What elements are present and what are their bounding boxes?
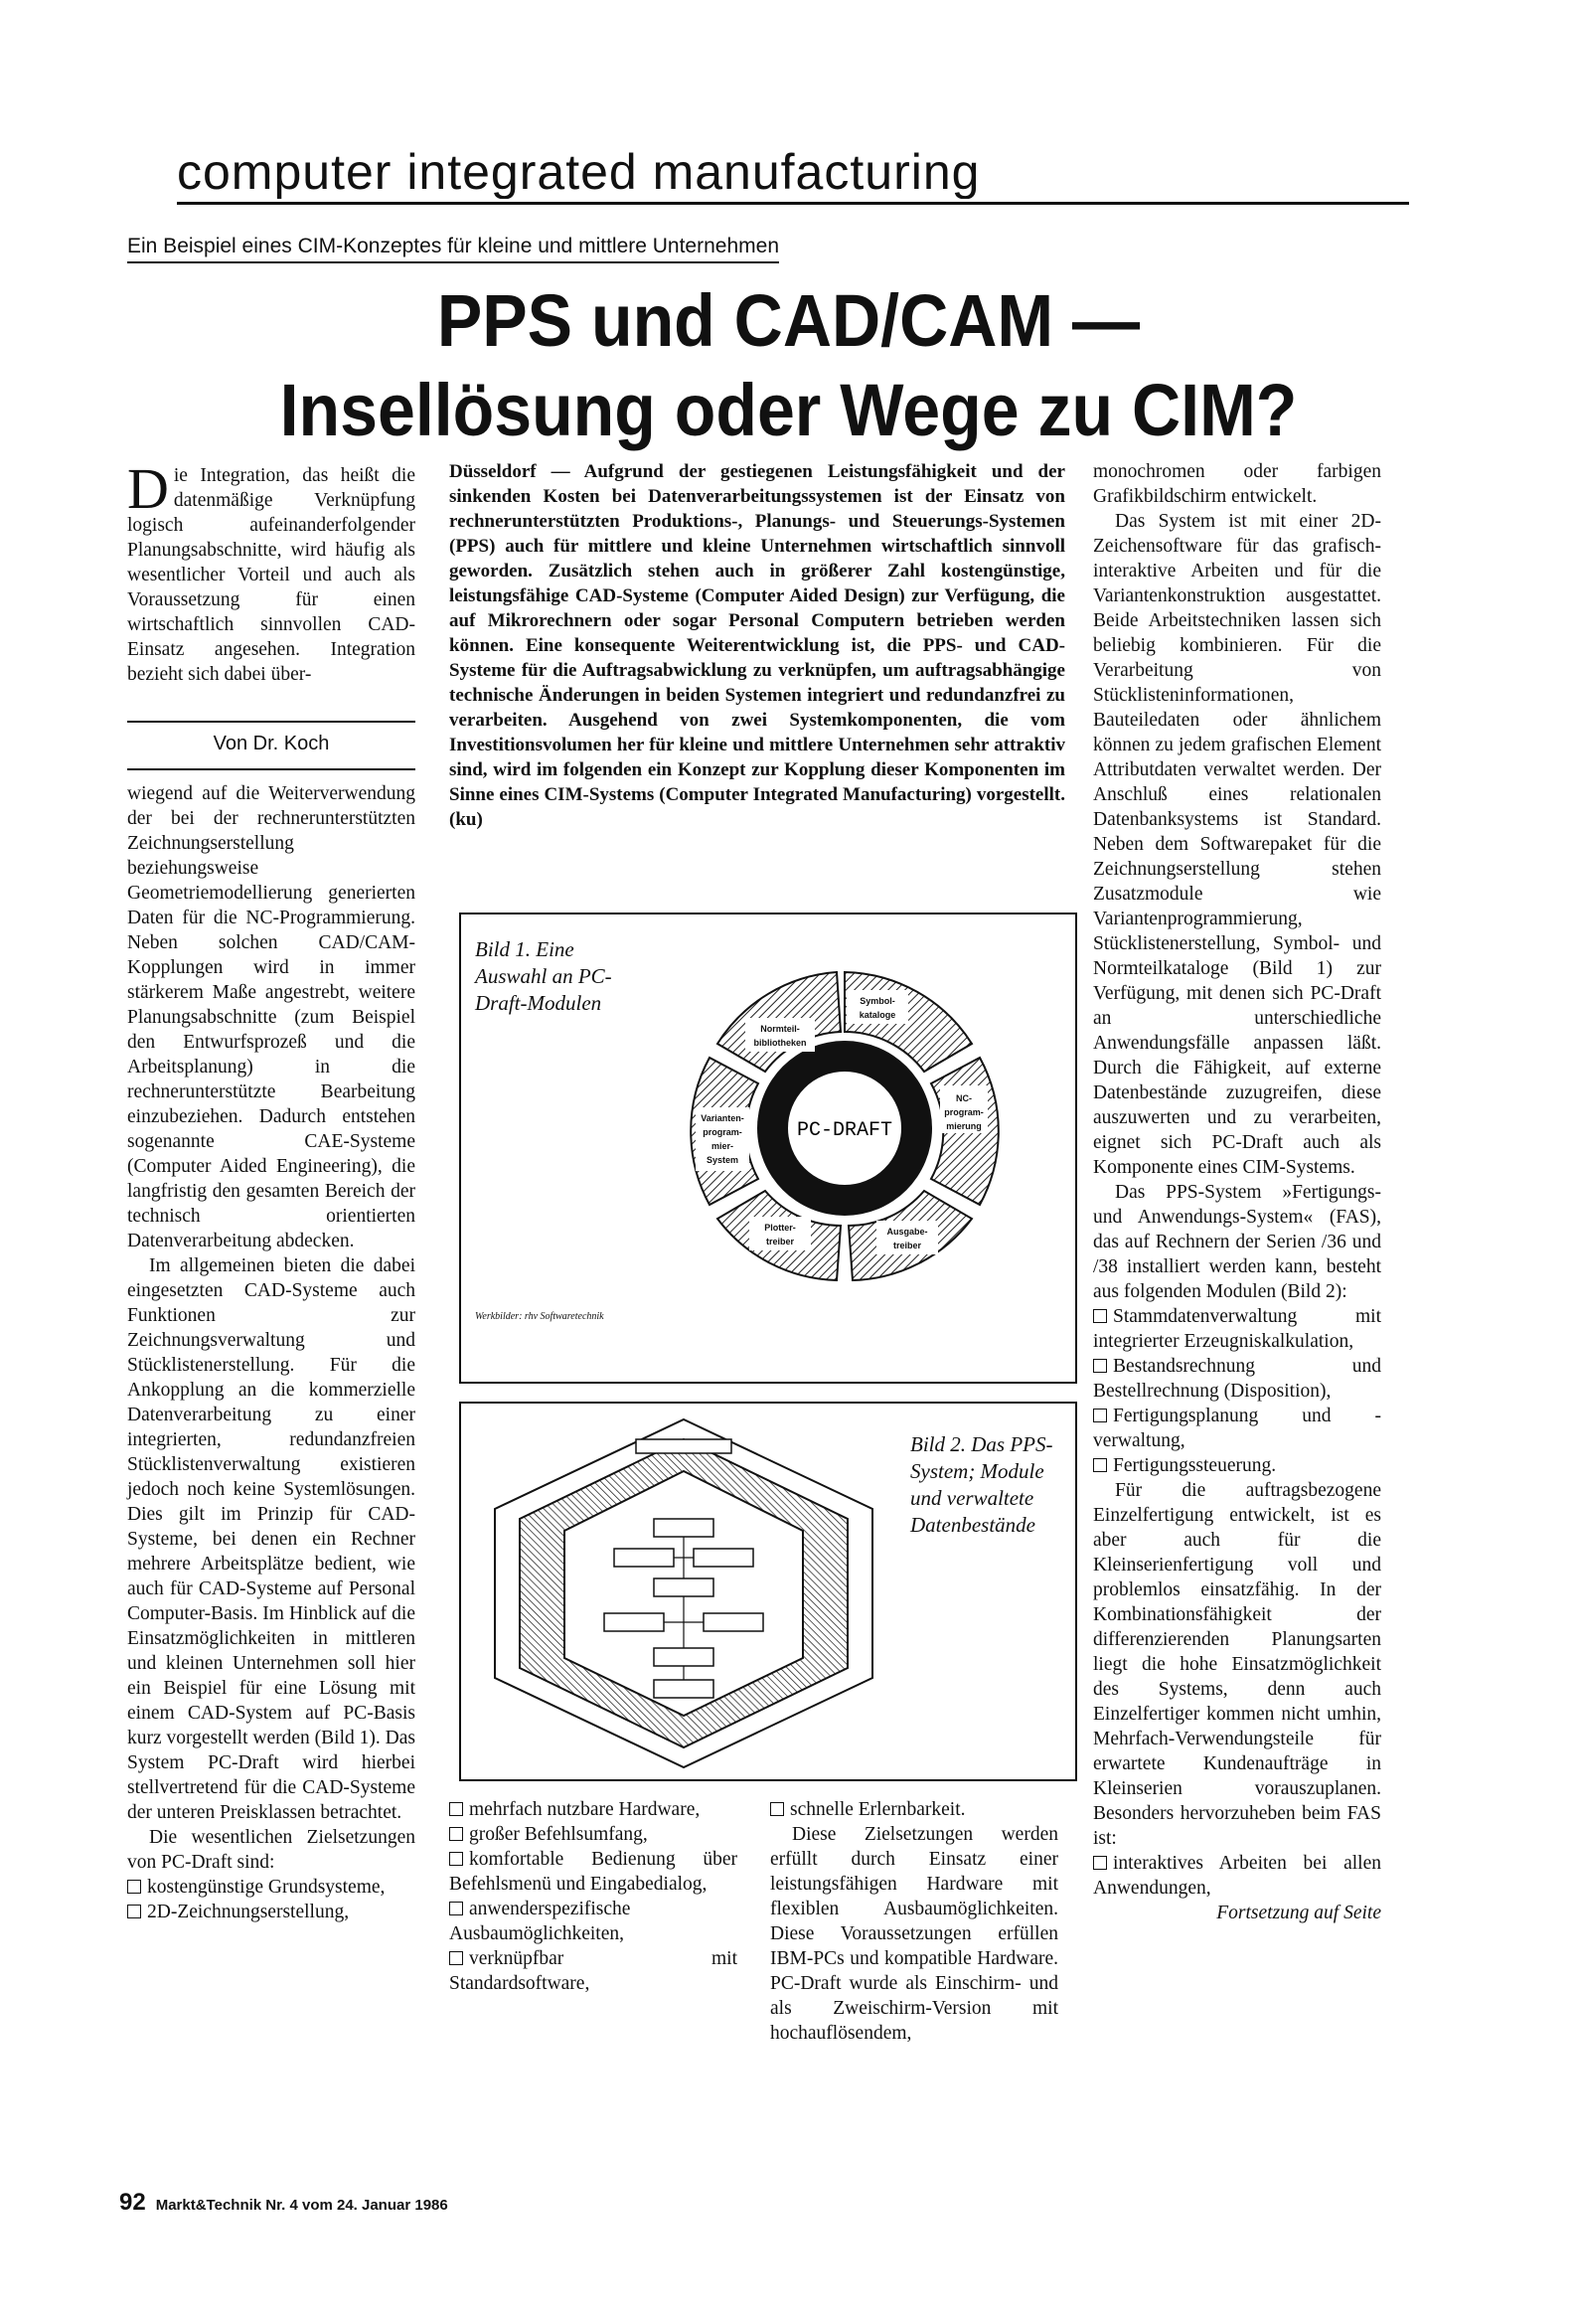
list-item: Bestandsrechnung und Bestellrechnung (Disposition), xyxy=(1093,1356,1381,1402)
checkbox-icon xyxy=(1093,1359,1107,1373)
checkbox-icon xyxy=(770,1802,784,1816)
byline-rule-top xyxy=(127,721,415,723)
segment-label-nc: NC- xyxy=(956,1093,972,1103)
figure2-caption: Bild 2. Das PPS-System; Module und verwaltete Datenbestände xyxy=(910,1432,1053,1537)
checkbox-icon xyxy=(449,1802,463,1816)
checkbox-icon xyxy=(1093,1458,1107,1472)
segment-label-symbol: Symbol- xyxy=(860,996,895,1006)
list-item: interaktives Arbeiten bei allen Anwendungen, xyxy=(1093,1853,1381,1899)
byline: Von Dr. Koch xyxy=(213,733,330,754)
list-item: schnelle Erlernbarkeit. xyxy=(770,1797,1058,1822)
svg-text:treiber: treiber xyxy=(892,1241,922,1250)
page-number: 92 xyxy=(119,2189,146,2216)
masthead-rule xyxy=(177,202,1409,205)
column2-list xyxy=(449,1797,737,1996)
column2b-text xyxy=(770,1797,1058,2046)
checkbox-icon xyxy=(127,1905,141,1918)
col3-paragraph: Für die auftragsbezogene Einzelfertigung entwickelt, ist es aber auch für die Kleinserienfertigung voll und problemlos einsatzfähig. In der Kombinationsfähigkeit der differenzierenden Planungsarten liegt die hohe Einsatzmöglichkeit des Systems, denn auch Einzelfertiger kommen nicht umhin, Mehrfach-Verwendungsteile für erwartete Kundenaufträge in Kleinserien vorauszuplanen. Besonders hervorzuheben beim FAS ist: xyxy=(1093,1480,1381,1849)
dropcap: D xyxy=(127,456,169,521)
list-item: komfortable Bedienung über Befehlsmenü und Eingabedialog, xyxy=(449,1849,737,1895)
list-item: mehrfach nutzbare Hardware, xyxy=(449,1797,737,1822)
column1-body xyxy=(127,781,415,1924)
list-item: Stammdatenverwaltung mit integrierter Erzeugniskalkulation, xyxy=(1093,1306,1381,1352)
headline-line2: Insellösung oder Wege zu CIM? xyxy=(279,369,1298,451)
checkbox-icon xyxy=(449,1852,463,1866)
checkbox-icon xyxy=(1093,1309,1107,1323)
svg-text:kataloge: kataloge xyxy=(859,1010,896,1020)
list-item: Fertigungsplanung und -verwaltung, xyxy=(1093,1406,1381,1451)
intro-text: ie Integration, das heißt die datenmäßige Verknüpfung logisch aufeinanderfolgender Planungsabschnitte, wird häufig als wesentlicher Vorteil und auch als Voraussetzung für einen wirtschaftlich sinnvollen CAD-Einsatz angesehen. Integration bezieht sich dabei über- xyxy=(127,465,415,685)
checkbox-icon xyxy=(449,1827,463,1841)
list-item: 2D-Zeichnungserstellung, xyxy=(127,1900,415,1924)
publication-info: Markt&Technik Nr. 4 vom 24. Januar 1986 xyxy=(155,2197,448,2214)
col2b-paragraph: Diese Zielsetzungen werden erfüllt durch Einsatz einer leistungsfähigen Hardware mit flexiblen Ausbaumöglichkeiten. Diese Voraussetzungen erfüllen IBM-PCs und kompatible Hardware. PC-Draft wurde als Einschirm- und als Zweischirm-Version mit hochauflösendem, xyxy=(770,1824,1058,2044)
checkbox-icon xyxy=(1093,1856,1107,1870)
col3-paragraph: Das PPS-System »Fertigungs- und Anwendungs-System« (FAS), das auf Rechnern der Serien /36 und /38 installiert werden kann, besteht aus folgenden Modulen (Bild 2): xyxy=(1093,1182,1381,1302)
page-footer xyxy=(119,2189,448,2217)
svg-text:treiber: treiber xyxy=(765,1237,795,1246)
svg-text:bibliotheken: bibliotheken xyxy=(753,1038,807,1048)
list-item: anwenderspezifische Ausbaumöglichkeiten, xyxy=(449,1899,631,1944)
checkbox-icon xyxy=(449,1951,463,1965)
list-item: verknüpfbar mit Standardsoftware, xyxy=(449,1948,737,1994)
byline-rule-bottom xyxy=(127,768,415,770)
figure1-credit: Werkbilder: rhv Softwaretechnik xyxy=(475,1311,604,1322)
checkbox-icon xyxy=(449,1902,463,1915)
segment-label-varianten: Varianten- xyxy=(701,1113,744,1123)
list-item: Fertigungssteuerung. xyxy=(1093,1453,1381,1478)
svg-text:System: System xyxy=(706,1155,739,1165)
figure1-caption: Bild 1. Eine Auswahl an PC-Draft-Modulen xyxy=(475,937,612,1015)
continued-note: Fortsetzung auf Seite xyxy=(1216,1903,1381,1923)
list-item: kostengünstige Grundsysteme, xyxy=(127,1875,415,1900)
list-item: großer Befehlsumfang, xyxy=(449,1822,737,1847)
col1-paragraph: wiegend auf die Weiterverwendung der bei der rechnerunterstützten Zeichnungserstellung beziehungsweise Geometriemodellierung generierten Daten für die NC-Programmierung. Neben solchen CAD/CAM-Kopplungen wird in immer stärkerem Maße angestrebt, weitere Planungsabschnitte (zum Beispiel den Entwurfsprozeß und die Arbeitsplanung) in die rechnerunterstützte Bearbeitung einzubeziehen. Dadurch entstehen sogenannte CAE-Systeme (Computer Aided Engineering), die langfristig den gesamten Bereich der technisch orientierten Datenverarbeitung abdecken. xyxy=(127,783,415,1251)
kicker: Ein Beispiel eines CIM-Konzeptes für kleine und mittlere Unternehmen xyxy=(127,235,779,263)
masthead: computer integrated manufacturing xyxy=(177,147,981,199)
segment-label-plotter: Plotter- xyxy=(764,1223,796,1233)
checkbox-icon xyxy=(127,1880,141,1894)
col1-paragraph: Im allgemeinen bieten die dabei eingesetzten CAD-Systeme auch Funktionen zur Zeichnungsverwaltung und Stücklistenerstellung. Für die Ankopplung an die kommerzielle Datenverarbeitung zu einer integrierten, redundanzfreien Stücklistenverwaltung existieren jedoch noch keine Systemlösungen. Dies gilt im Prinzip für CAD-Systeme, bei denen ein Rechner mehrere Arbeitsplätze bedient, wie auch für CAD-Systeme auf Personal Computer-Basis. Im Hinblick auf die Einsatzmöglichkeiten in mittleren und kleinen Unternehmen soll hier ein Beispiel für eine Lösung mit einem CAD-System auf PC-Basis kurz vorgestellt werden (Bild 1). Das System PC-Draft wird hierbei stellvertretend für die CAD-Systeme der unteren Preisklassen betrachtet. xyxy=(127,1255,415,1823)
checkbox-icon xyxy=(1093,1409,1107,1422)
headline-line1: PPS und CAD/CAM — xyxy=(436,279,1141,362)
svg-text:mierung: mierung xyxy=(946,1121,982,1131)
figure1-diagram xyxy=(626,922,1063,1330)
svg-text:program-: program- xyxy=(944,1107,984,1117)
svg-text:program-: program- xyxy=(703,1127,742,1137)
column3-text xyxy=(1093,459,1381,1925)
figure2-diagram xyxy=(465,1410,902,1773)
segment-label-normteil: Normteil- xyxy=(760,1024,800,1034)
segment-label-ausgabe: Ausgabe- xyxy=(886,1227,928,1237)
col3-paragraph: monochromen oder farbigen Grafikbildschirm entwickelt. xyxy=(1093,461,1381,507)
lead-paragraph: Düsseldorf — Aufgrund der gestiegenen Leistungsfähigkeit und der sinkenden Kosten bei Datenverarbeitungssystemen ist der Einsatz von rechnerunterstützten Produktions-, Planungs- und Steuerungs-Systemen (PPS) auch für mittlere und kleine Unternehmen wirtschaftlich sinnvoll geworden. Zusätzlich stehen auch in größerer Zahl kostengünstige, leistungsfähige CAD-Systeme (Computer Aided Design) zur Verfügung, die auf Mikrorechnern oder sogar Personal Computern betrieben werden können. Eine konsequente Weiterentwicklung ist, die PPS- und CAD-Systeme für die Auftragsabwicklung zu verknüpfen, um auftragsabhängige technische Änderungen in beiden Systemen integriert und redundanzfrei zu verarbeiten. Ausgehend von zwei Systemkomponenten, die vom Investitionsvolumen her für kleine und mittlere Unternehmen sehr attraktiv sind, wird im folgenden ein Konzept zur Kopplung dieser Komponenten im Sinne eines CIM-Systems (Computer Integrated Manufacturing) vorgestellt. (ku) xyxy=(449,461,1065,830)
col3-paragraph: Das System ist mit einer 2D-Zeichensoftware für das grafisch-interaktive Arbeiten und für die Variantenkonstruktion ausgestattet. Beide Arbeitstechniken lassen sich beliebig kombinieren. Für die Verarbeitung von Stücklisteninformationen, Bauteiledaten oder ähnlichem können zu jedem grafischen Element Attributdaten verwaltet werden. Der Anschluß eines relationalen Datenbanksystems ist Standard. Neben dem Softwarepaket für die Zeichnungserstellung stehen Zusatzmodule wie Variantenprogrammierung, Stücklistenerstellung, Symbol- und Normteilkataloge (Bild 1) zur Verfügung, mit denen sich PC-Draft an unterschiedliche Anwendungsfälle anpassen läßt. Durch die Fähigkeit, auf externe Datenbestände zuzugreifen, diese auszuwerten und zu verarbeiten, eignet sich PC-Draft auch als Komponente eines CIM-Systems. xyxy=(1093,511,1381,1178)
column1-intro xyxy=(127,456,415,687)
svg-text:mier-: mier- xyxy=(710,1141,734,1151)
col1-paragraph: Die wesentlichen Zielsetzungen von PC-Draft sind: xyxy=(127,1827,415,1873)
center-label: PC-DRAFT xyxy=(796,1119,893,1142)
